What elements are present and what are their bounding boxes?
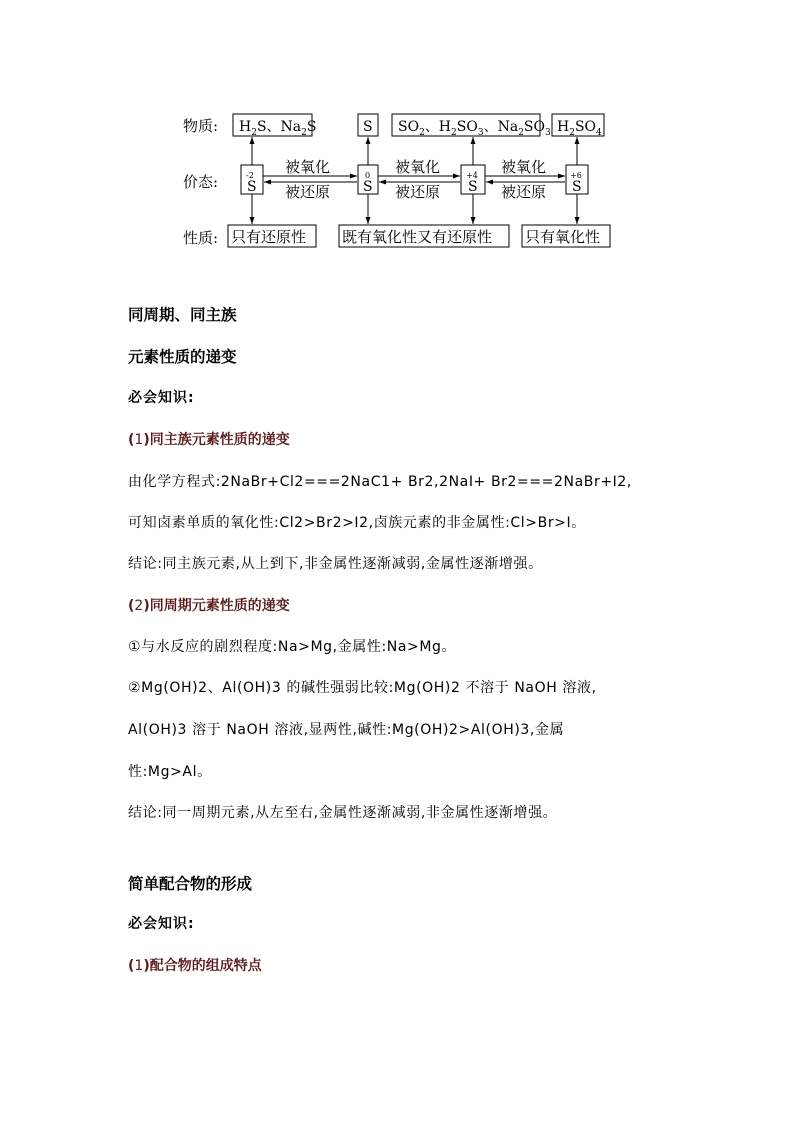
- svg-text:S: S: [468, 179, 478, 195]
- svg-text:H2S、Na2S: $H_2S$、$Na_2S$: [239, 119, 317, 138]
- row-label-valence: 价态:: [183, 173, 219, 191]
- paragraph-8: 结论:同一周期元素,从左至右,金属性逐渐减弱,非金属性逐渐增强。: [128, 805, 558, 821]
- paragraph-2: 可知卤素单质的氧化性:Cl2>Br2>I2,卤族元素的非金属性:Cl>Br>I。: [128, 515, 586, 531]
- paragraph-6: Al(OH)3 溶于 NaOH 溶液,显两性,碱性:Mg(OH)2>Al(OH)3,金属: [128, 722, 565, 738]
- svg-text:只有还原性: 只有还原性: [231, 228, 307, 246]
- subheading-3-text: 配合物的组成特点: [149, 958, 262, 974]
- svg-text:+4: +4: [466, 171, 478, 180]
- svg-text:S: S: [247, 179, 257, 195]
- paragraph-4: ①与水反应的剧烈程度:Na>Mg,金属性:Na>Mg。: [128, 639, 457, 655]
- svg-text:SO2、H2SO3、Na2SO3: $SO_2$、$H_2SO_3$、$Na_2SO_3$: [398, 119, 551, 138]
- valence-box-plus4: [461, 165, 485, 195]
- subheading-2: (2)同周期元素性质的递变: [128, 598, 290, 614]
- svg-text:S: S: [572, 179, 582, 195]
- property-box-oxidizing-only: [522, 225, 610, 247]
- svg-text:0: 0: [365, 171, 371, 180]
- svg-text:H2SO4: $H_2SO_4$: [557, 119, 602, 138]
- substance-box-h2so4: [552, 114, 604, 138]
- section-title-complexes: 简单配合物的形成: [128, 875, 253, 893]
- valence-box-minus2: [241, 165, 263, 195]
- subheading-3-number: 1: [134, 958, 144, 974]
- row-label-property: 性质:: [183, 229, 219, 247]
- arrow-pair-1: [263, 158, 357, 201]
- property-box-reducing-only: [228, 225, 316, 247]
- svg-text:S: S: [363, 179, 373, 195]
- svg-text:只有氧化性: 只有氧化性: [525, 228, 601, 246]
- valence-box-0: [358, 165, 378, 195]
- must-know-heading-2: 必会知识:: [128, 916, 195, 932]
- arrow-pair-2: [378, 158, 460, 201]
- paragraph-3: 结论:同主族元素,从上到下,非金属性逐渐减弱,金属性逐渐增强。: [128, 556, 543, 572]
- paragraph-7: 性:Mg>Al。: [128, 764, 212, 780]
- sulfur-valence-diagram: [0, 0, 794, 270]
- property-box-both: [339, 225, 509, 247]
- valence-box-plus6: [566, 165, 588, 195]
- row-label-substance: 物质:: [183, 117, 219, 135]
- label-oxidized-2: 被氧化: [395, 158, 441, 176]
- substance-box-h2s-na2s: [233, 114, 316, 138]
- arrow-pair-3: [485, 158, 565, 201]
- svg-text:既有氧化性又有还原性: 既有氧化性又有还原性: [342, 228, 493, 246]
- label-reduced-2: 被还原: [395, 183, 441, 201]
- svg-text:S: S: [363, 119, 373, 135]
- subheading-1: (1)同主族元素性质的递变: [128, 432, 290, 448]
- label-oxidized-3: 被氧化: [501, 158, 547, 176]
- section-title-line2: 元素性质的递变: [128, 348, 237, 366]
- label-oxidized-1: 被氧化: [285, 158, 331, 176]
- substance-box-so2-h2so3-na2so3: [392, 114, 551, 138]
- label-reduced-3: 被还原: [501, 183, 547, 201]
- svg-text:-2: -2: [246, 171, 254, 180]
- subheading-1-number: 1: [134, 432, 144, 448]
- subheading-1-text: 同主族元素性质的递变: [149, 432, 290, 448]
- subheading-2-text: 同周期元素性质的递变: [149, 598, 290, 614]
- paragraph-1: 由化学方程式:2NaBr+Cl2===2NaC1+ Br2,2NaI+ Br2===2NaBr+I2,: [128, 474, 632, 490]
- svg-text:+6: +6: [570, 171, 582, 180]
- section-title-line1: 同周期、同主族: [128, 306, 237, 324]
- substance-box-s: [358, 114, 378, 136]
- must-know-heading-1: 必会知识:: [128, 390, 195, 406]
- paragraph-5: ②Mg(OH)2、Al(OH)3 的碱性强弱比较:Mg(OH)2 不溶于 NaOH 溶液,: [128, 680, 597, 696]
- subheading-3: (1)配合物的组成特点: [128, 958, 262, 974]
- subheading-2-number: 2: [134, 598, 144, 614]
- label-reduced-1: 被还原: [285, 183, 331, 201]
